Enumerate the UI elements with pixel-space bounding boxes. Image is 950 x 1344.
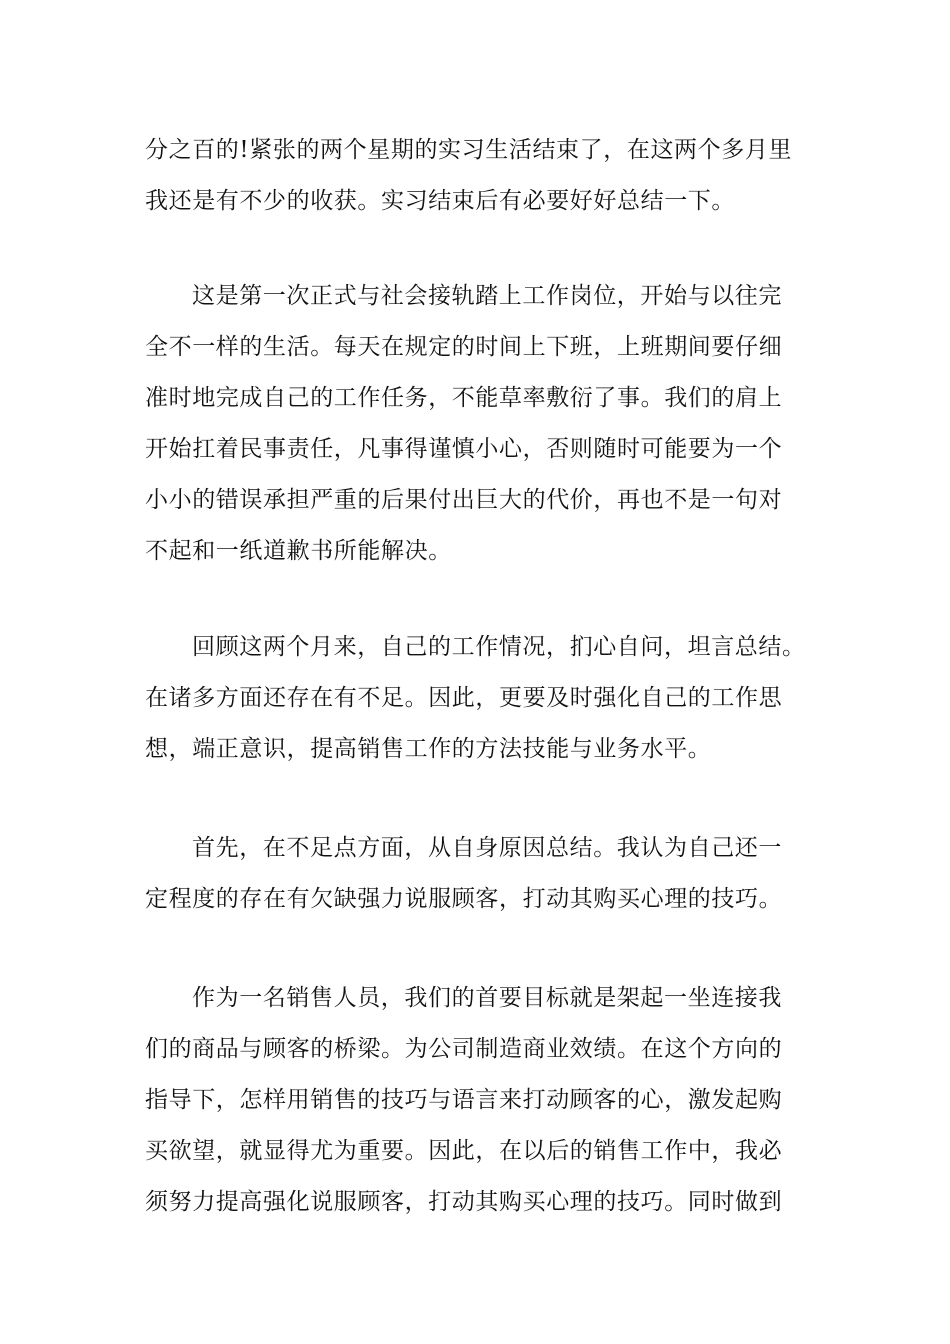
paragraph-3	[145, 622, 835, 775]
paragraph-line: 首先，在不足点方面，从自身原因总结。我认为自己还一	[192, 835, 782, 861]
paragraph-5	[145, 973, 835, 1228]
paragraph-line: 回顾这两个月来，自己的工作情况，扪心自问，坦言总结。	[192, 634, 806, 660]
paragraph-line: 须努力提高强化说服顾客，打动其购买心理的技巧。同时做到	[145, 1189, 783, 1215]
paragraph-line: 这是第一次正式与社会接轨踏上工作岗位，开始与以往完	[192, 283, 782, 309]
paragraph-line: 定程度的存在有欠缺强力说服顾客，打动其购买心理的技巧。	[145, 886, 783, 912]
paragraph-line: 全不一样的生活。每天在规定的时间上下班，上班期间要仔细	[145, 334, 783, 360]
paragraph-line: 在诸多方面还存在有不足。因此，更要及时强化自己的工作思	[145, 685, 783, 711]
paragraph-line: 开始扛着民事责任，凡事得谨慎小心，否则随时可能要为一个	[145, 436, 783, 462]
paragraph-line: 不起和一纸道歉书所能解决。	[145, 538, 452, 564]
paragraph-4	[145, 823, 835, 925]
paragraph-line: 我还是有不少的收获。实习结束后有必要好好总结一下。	[145, 188, 735, 214]
paragraph-line: 想，端正意识，提高销售工作的方法技能与业务水平。	[145, 736, 712, 762]
paragraph-line: 们的商品与顾客的桥梁。为公司制造商业效绩。在这个方向的	[145, 1036, 783, 1062]
paragraph-line: 小小的错误承担严重的后果付出巨大的代价，再也不是一句对	[145, 487, 783, 513]
paragraph-line: 指导下，怎样用销售的技巧与语言来打动顾客的心，激发起购	[145, 1087, 783, 1113]
paragraph-line: 准时地完成自己的工作任务，不能草率敷衍了事。我们的肩上	[145, 385, 783, 411]
paragraph-line: 作为一名销售人员，我们的首要目标就是架起一坐连接我	[192, 985, 782, 1011]
paragraph-1	[145, 125, 835, 227]
paragraph-line: 买欲望，就显得尤为重要。因此，在以后的销售工作中，我必	[145, 1138, 783, 1164]
paragraph-line: 分之百的!紧张的两个星期的实习生活结束了，在这两个多月里	[145, 137, 793, 163]
paragraph-2	[145, 271, 835, 577]
